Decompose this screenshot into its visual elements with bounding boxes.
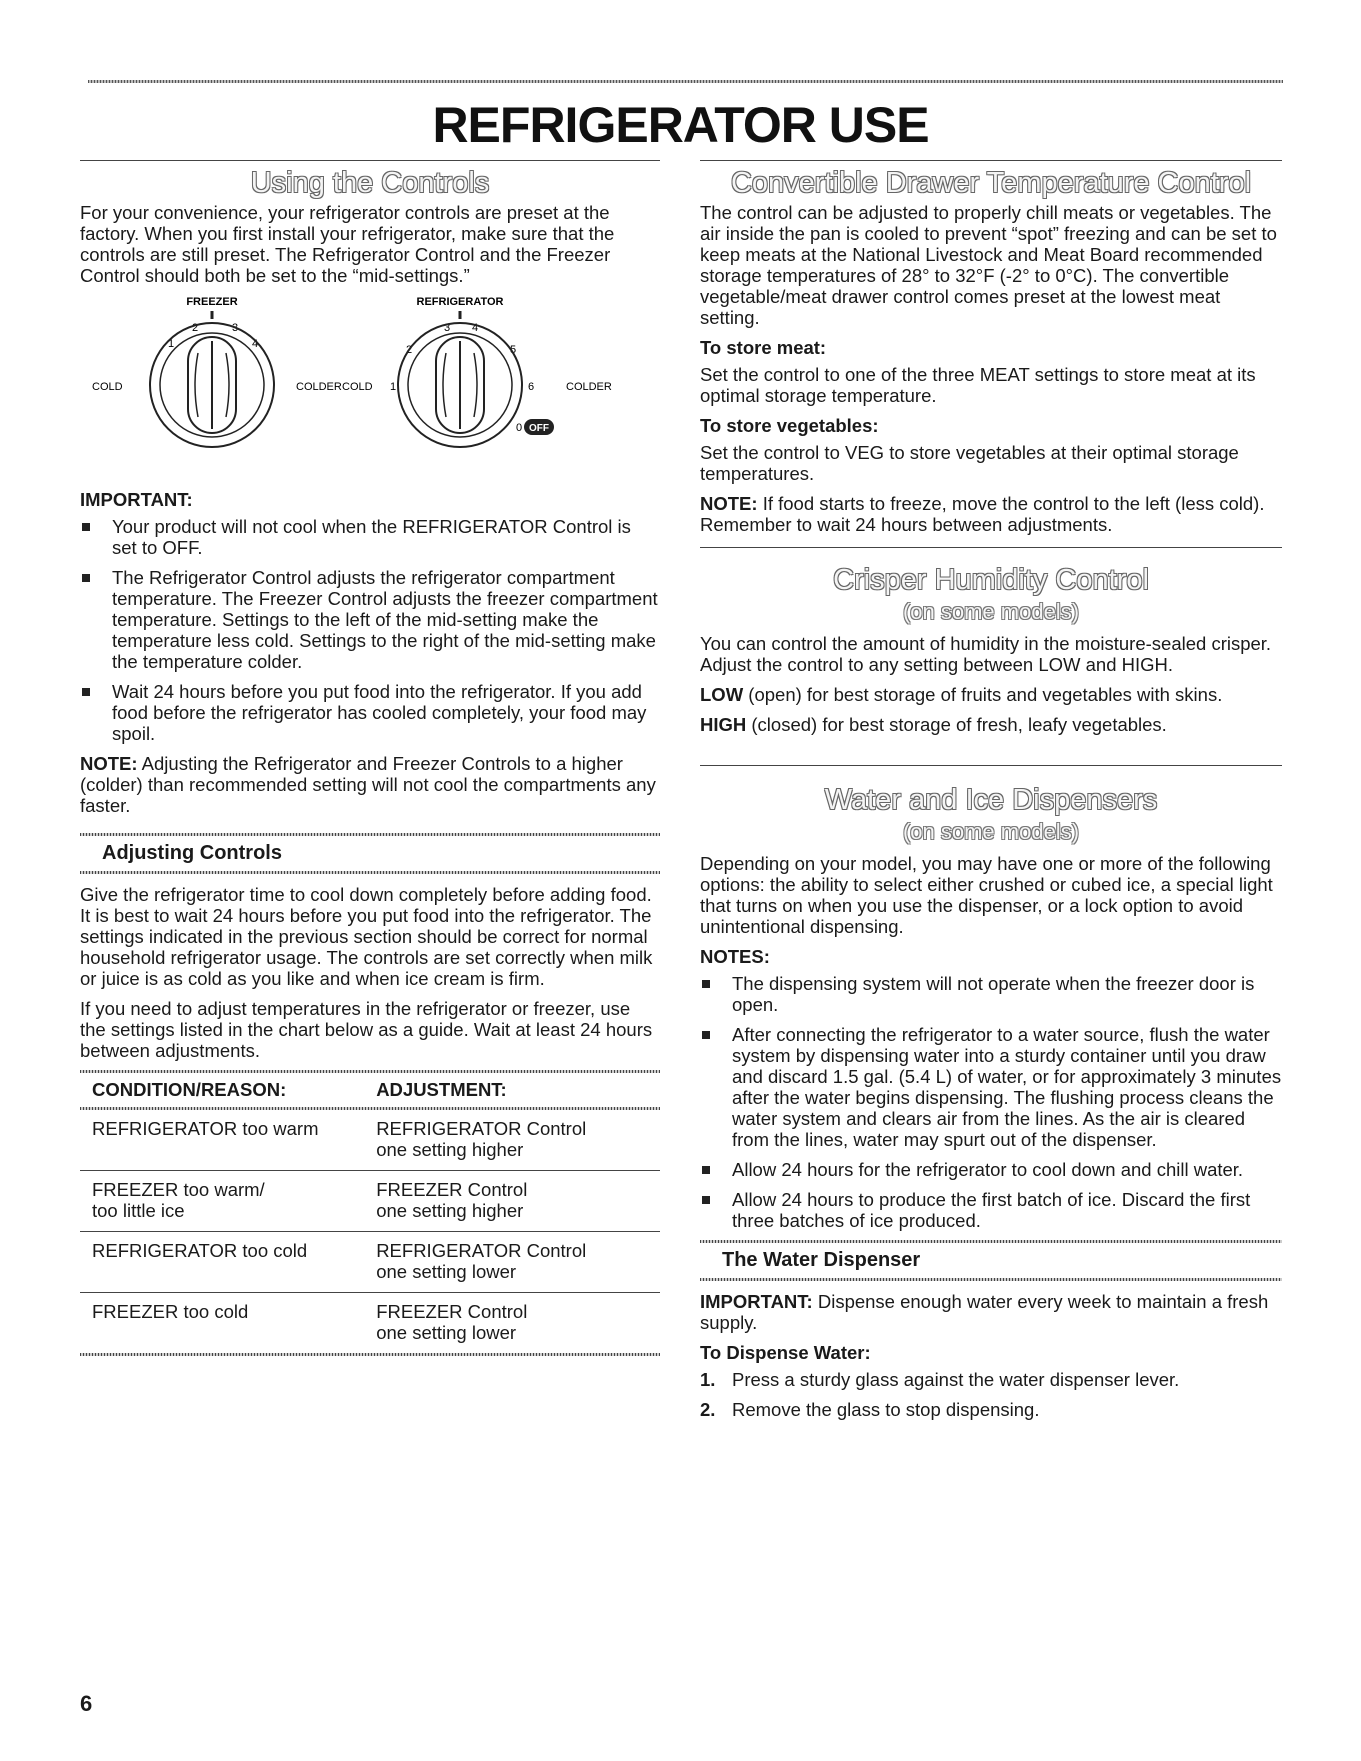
section-title-dispensers: Water and Ice Dispensers	[824, 784, 1158, 816]
dials-illustration	[80, 295, 660, 485]
refrigerator-off-label: OFF	[529, 423, 549, 434]
important-label: IMPORTANT:	[80, 489, 193, 510]
crisper-high	[700, 714, 1282, 735]
subsection-title-adjusting: Adjusting Controls	[102, 842, 282, 864]
refrigerator-colder-label: COLDER	[566, 381, 612, 393]
list-item: After connecting the refrigerator to a water source, flush the water system by dispensing water into a sturdy container until you draw and discard 1.5 gal. (5.4 L) of water, or for approximately 3 minutes after the water begins dispensing. The flushing process cleans the water system and clears air from the lines. As the air is cleared from the lines, water may spurt out of the dispenser.	[700, 1024, 1282, 1150]
list-item: Allow 24 hours to produce the first batch of ice. Discard the first three batches of ice produced.	[700, 1189, 1282, 1231]
table-cell: REFRIGERATOR Control	[376, 1118, 587, 1139]
table-row	[80, 1110, 660, 1171]
controls-bullets	[80, 516, 660, 744]
crisper-low	[700, 684, 1282, 705]
refrigerator-tick-3: 3	[444, 322, 451, 334]
table-cell: one setting lower	[376, 1322, 517, 1343]
store-vegetables-label: To store vegetables:	[700, 415, 879, 436]
adjusting-paragraph-2: If you need to adjust temperatures in the refrigerator or freezer, use the settings listed in the chart below as a guide. Wait at least 24 hours between adjustments.	[80, 998, 653, 1061]
freezer-colder-label: COLDER	[296, 381, 342, 393]
dispensers-subtitle: (on some models)	[902, 819, 1080, 844]
table-cell: FREEZER Control	[376, 1301, 528, 1322]
list-item	[700, 1399, 1282, 1420]
section-rule	[700, 160, 1282, 161]
page-number: 6	[80, 1691, 93, 1716]
freezer-dial	[92, 296, 342, 447]
table-cell: FREEZER too warm/	[92, 1179, 265, 1200]
high-text: (closed) for best storage of fresh, leafy vegetables.	[746, 714, 1167, 735]
list-item: The dispensing system will not operate when the freezer door is open.	[700, 973, 1282, 1015]
table-row	[80, 1171, 660, 1232]
right-column	[700, 160, 1282, 1429]
step-number: 1.	[700, 1369, 716, 1390]
note-label: NOTE:	[80, 753, 138, 774]
high-label: HIGH	[700, 714, 747, 735]
note-text: Adjusting the Refrigerator and Freezer Controls to a higher (colder) than recommended setting will not cool the compartments any faster.	[80, 753, 656, 816]
important-label: IMPORTANT:	[700, 1291, 813, 1312]
refrigerator-tick-0: 0	[516, 422, 523, 434]
refrigerator-cold-label: COLD	[342, 381, 373, 393]
note-label: NOTE:	[700, 493, 758, 514]
list-item: Your product will not cool when the REFRIGERATOR Control is set to OFF.	[80, 516, 660, 558]
adjustment-table	[80, 1073, 660, 1353]
note-text: If food starts to freeze, move the control to the left (less cold). Remember to wait 24 hours between adjustments.	[700, 493, 1265, 535]
crisper-paragraph: You can control the amount of humidity in the moisture-sealed crisper. Adjust the control to any setting between LOW and HIGH.	[700, 633, 1272, 675]
refrigerator-dial	[342, 296, 612, 447]
table-cell: one setting lower	[376, 1261, 517, 1282]
table-cell: too little ice	[92, 1200, 185, 1221]
list-item: Wait 24 hours before you put food into the refrigerator. If you add food before the refrigerator has cooled completely, your food may spoil.	[80, 681, 660, 744]
dispense-water-label: To Dispense Water:	[700, 1342, 871, 1363]
table-header-adjustment: ADJUSTMENT:	[376, 1079, 507, 1100]
step-text: Press a sturdy glass against the water dispenser lever.	[732, 1369, 1180, 1390]
table-cell: FREEZER too cold	[92, 1301, 249, 1322]
refrigerator-tick-5: 5	[510, 344, 517, 356]
step-number: 2.	[700, 1399, 716, 1420]
table-cell: REFRIGERATOR too cold	[92, 1240, 308, 1261]
refrigerator-tick-1: 1	[390, 381, 397, 393]
store-meat-text: Set the control to one of the three MEAT settings to store meat at its optimal storage temperature.	[700, 364, 1256, 406]
list-item: The Refrigerator Control adjusts the refrigerator compartment temperature. The Freezer Control adjusts the freezer compartment temperature. Settings to the left of the mid-setting make the temperature less cold. Settings to the right of the mid-setting make the temperature colder.	[80, 567, 660, 672]
dotted-rule	[80, 1353, 660, 1356]
table-row	[80, 1293, 660, 1354]
table-cell: REFRIGERATOR Control	[376, 1240, 587, 1261]
controls-note	[80, 753, 660, 816]
section-title-drawer: Convertible Drawer Temperature Control	[730, 167, 1252, 199]
freezer-cold-label: COLD	[92, 381, 123, 393]
table-cell: one setting higher	[376, 1139, 524, 1160]
important-text: Dispense enough water every week to maintain a fresh supply.	[700, 1291, 1269, 1333]
crisper-subtitle: (on some models)	[902, 599, 1080, 624]
store-meat-label: To store meat:	[700, 337, 827, 358]
store-vegetables-text: Set the control to VEG to store vegetables at their optimal storage temperatures.	[700, 442, 1239, 484]
drawer-note	[700, 493, 1282, 535]
table-header-condition: CONDITION/REASON:	[92, 1079, 287, 1100]
drawer-paragraph: The control can be adjusted to properly chill meats or vegetables. The air inside the pan is cooled to prevent “spot” freezing and can be set to keep meats at the National Livestock and Meat Board recommended storage temperatures of 28° to 32°F (-2° to 0°C). The convertible vegetable/meat drawer control comes preset at the lowest meat setting.	[700, 202, 1277, 328]
freezer-tick-4: 4	[252, 338, 259, 350]
left-column	[80, 160, 660, 1356]
refrigerator-tick-4: 4	[472, 322, 479, 334]
section-rule	[700, 765, 1282, 766]
control-dials-figure	[80, 295, 660, 485]
freezer-tick-2: 2	[192, 322, 199, 334]
refrigerator-tick-2: 2	[406, 344, 413, 356]
section-rule	[80, 160, 660, 161]
controls-intro: For your convenience, your refrigerator controls are preset at the factory. When you first install your refrigerator, make sure that the controls are still preset. The Refrigerator Control and the Freezer Control should both be set to the “mid-settings.”	[80, 202, 615, 286]
section-rule	[700, 547, 1282, 548]
step-text: Remove the glass to stop dispensing.	[732, 1399, 1040, 1420]
section-title-crisper: Crisper Humidity Control	[833, 564, 1149, 596]
table-cell: FREEZER Control	[376, 1179, 528, 1200]
table-cell: one setting higher	[376, 1200, 524, 1221]
low-label: LOW	[700, 684, 744, 705]
table-cell: REFRIGERATOR too warm	[92, 1118, 319, 1139]
dispense-steps	[700, 1369, 1282, 1420]
dispensers-paragraph: Depending on your model, you may have one or more of the following options: the ability to select either crushed or cubed ice, a special light that turns on when you use the dispenser, or a lock option to avoid unintentional dispensing.	[700, 853, 1273, 937]
dispensers-bullets	[700, 973, 1282, 1231]
freezer-dial-label: FREEZER	[186, 296, 238, 308]
page-title: REFRIGERATOR USE	[432, 97, 929, 153]
freezer-tick-3: 3	[232, 322, 239, 334]
water-important	[700, 1291, 1282, 1333]
freezer-tick-1: 1	[168, 338, 175, 350]
notes-label: NOTES:	[700, 946, 770, 967]
list-item: Allow 24 hours for the refrigerator to cool down and chill water.	[700, 1159, 1282, 1180]
refrigerator-dial-label: REFRIGERATOR	[416, 296, 504, 308]
adjusting-paragraph-1: Give the refrigerator time to cool down completely before adding food. It is best to wait 24 hours before you put food into the refrigerator. The settings indicated in the previous section should be correct for normal household refrigerator usage. The controls are set correctly when milk or juice is as cold as you like and when ice cream is firm.	[80, 884, 653, 989]
subsection-title-water: The Water Dispenser	[722, 1249, 921, 1271]
top-dotted-rule	[88, 80, 1283, 83]
refrigerator-tick-6: 6	[528, 381, 535, 393]
low-text: (open) for best storage of fruits and vegetables with skins.	[743, 684, 1223, 705]
section-title-controls: Using the Controls	[250, 167, 490, 199]
list-item	[700, 1369, 1282, 1390]
table-row	[80, 1232, 660, 1293]
